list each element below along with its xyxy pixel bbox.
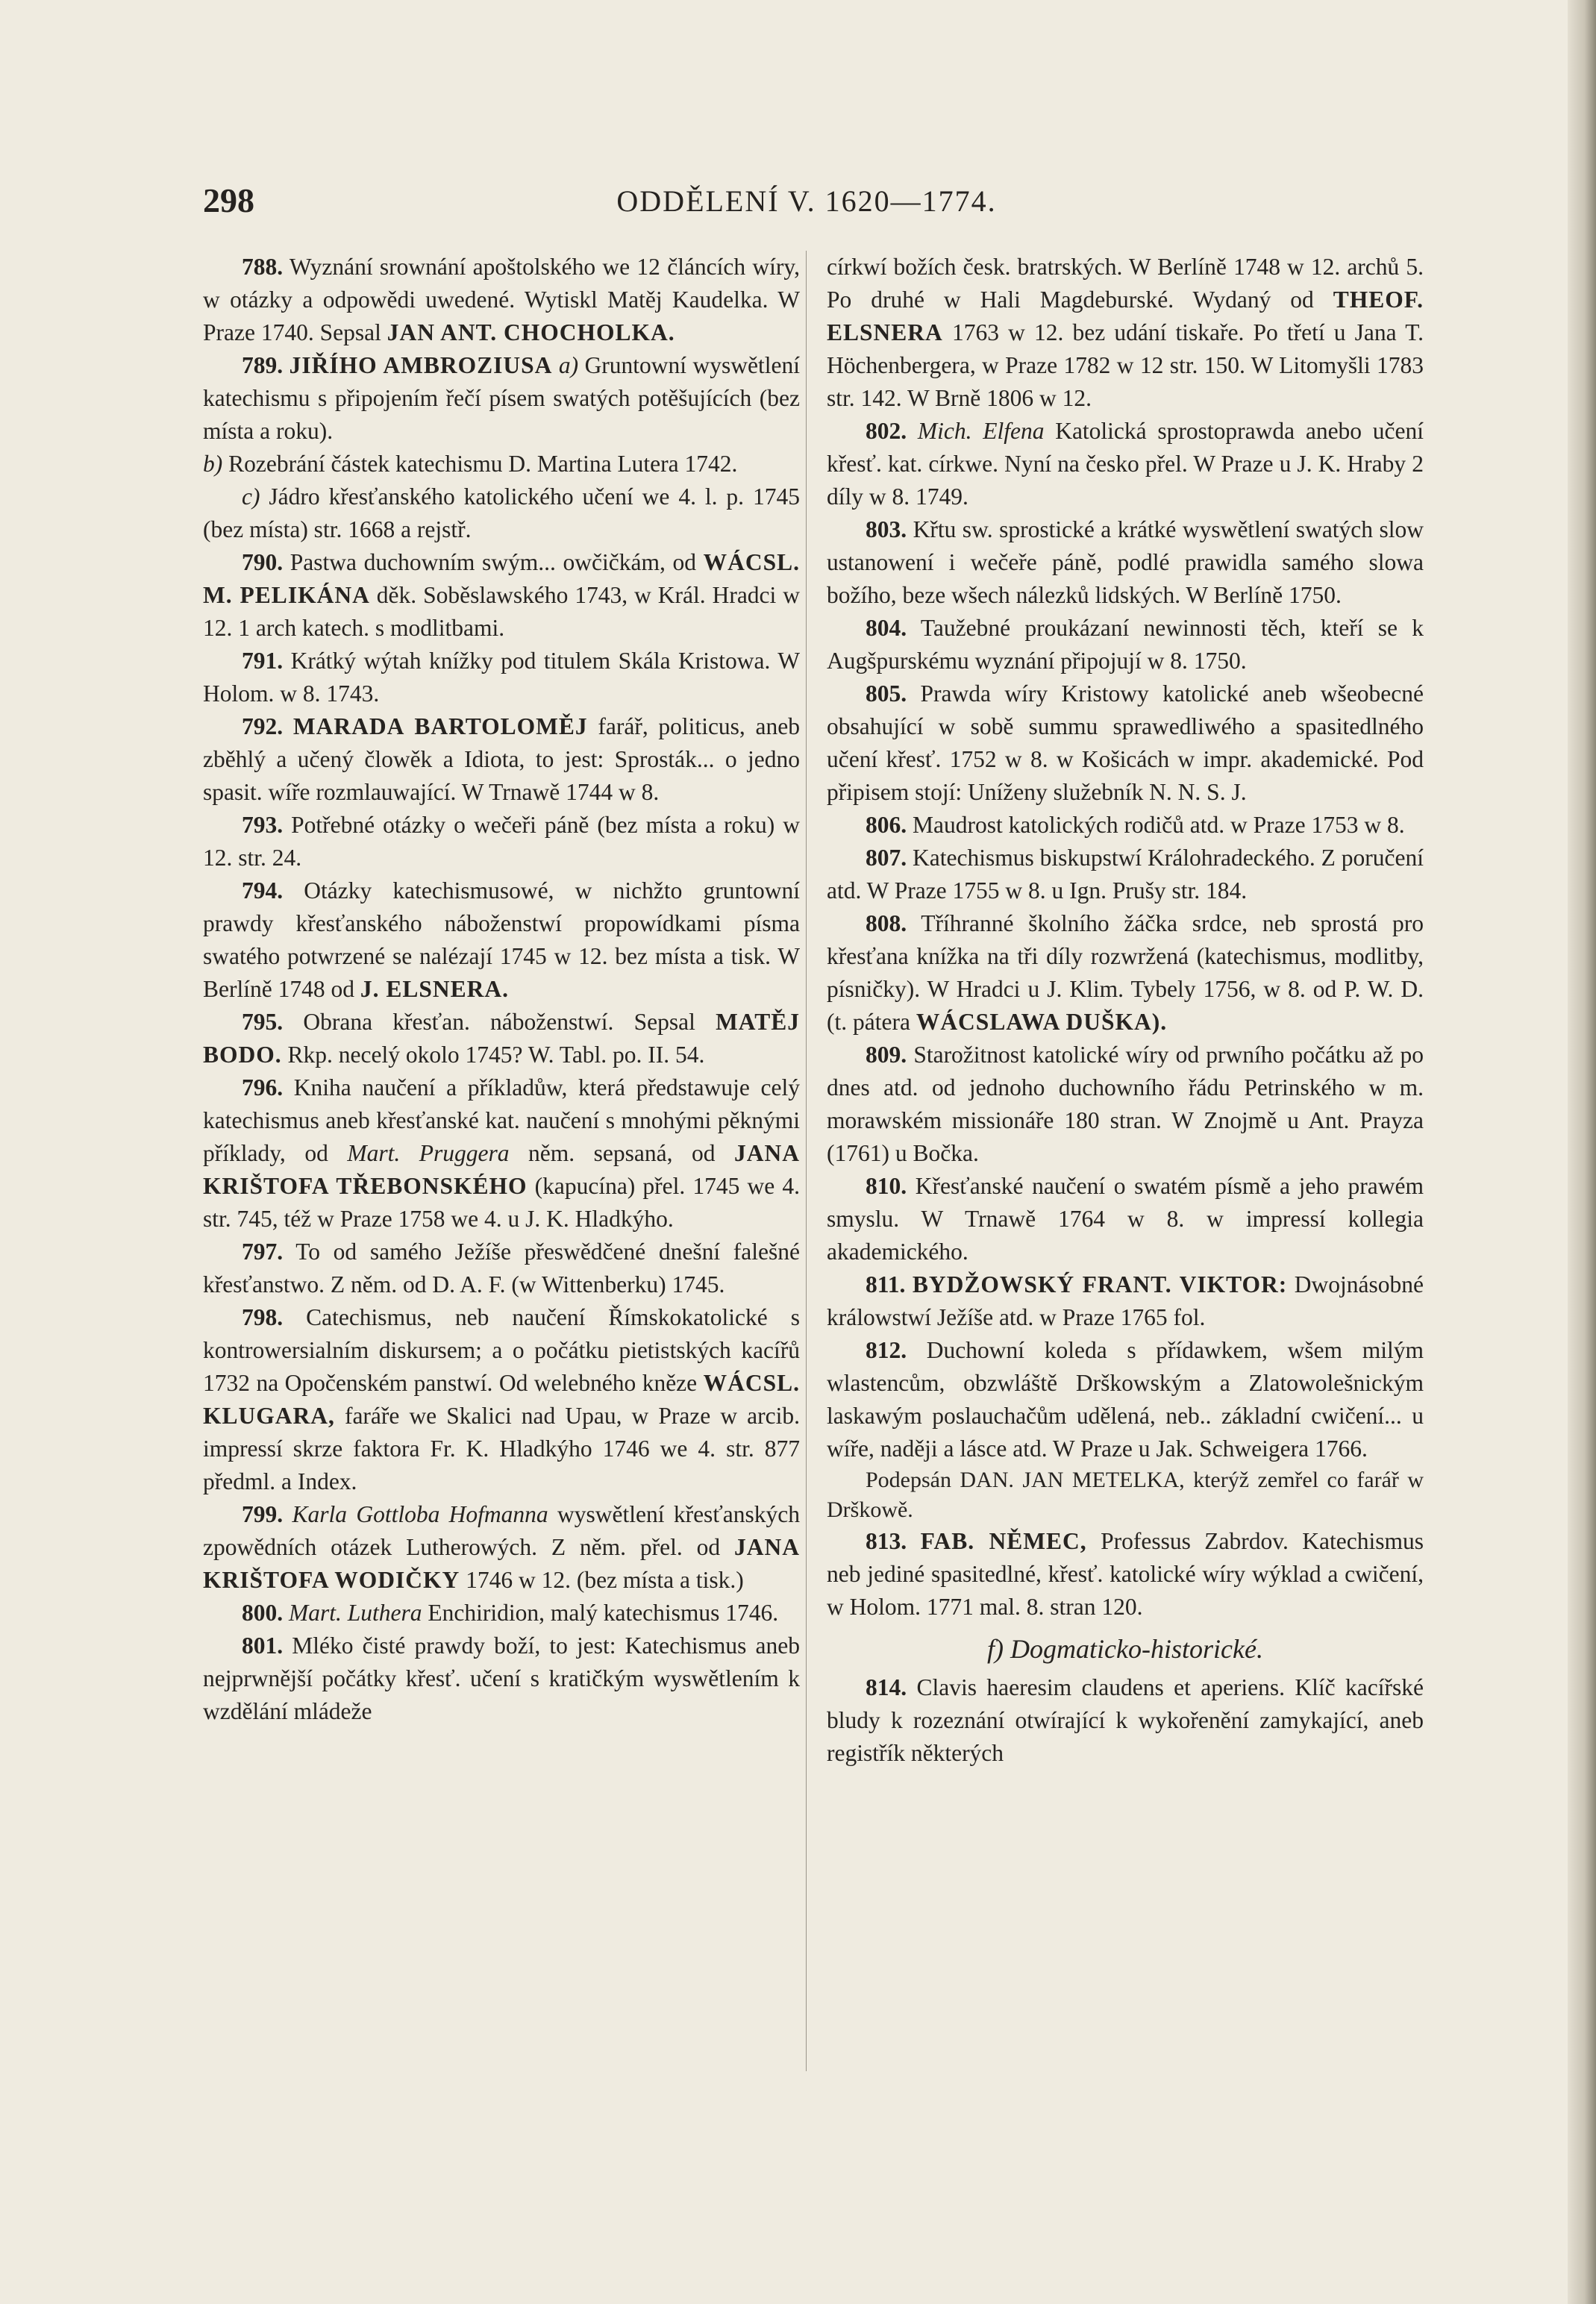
entry-text: Katolická sprostoprawda anebo učení křesť. kat. církwe. Nyní na česko přel. W Praze u J. K. Hraby 2 díly w 8. 1749. [827, 418, 1424, 510]
author-name: FAB. NĚMEC, [920, 1528, 1087, 1554]
entry-text: faráře we Skalici nad Upau, w Praze w arcib. impressí skrze faktora Fr. K. Hladkýho 1746 we 4. str. 877 předml. a Index. [203, 1403, 800, 1494]
entry-text: děk. Soběslawského 1743, w Král. Hradci w 12. 1 arch katech. s modlitbami. [203, 582, 800, 641]
entry-text: wyswětlení křesťanských zpowědních otázek Lutherowých. Z něm. přel. od [203, 1501, 801, 1560]
author-name: J. ELSNERA. [360, 976, 510, 1002]
entry-text: Kniha naučení a příkladůw, která předstawuje celý katechismus aneb křesťanské kat. naučení s mnohými pěknými příklady, od [203, 1074, 800, 1166]
entry-number: 808. [866, 910, 907, 936]
entry-text: Dwojnásobné králowstwí Ježíše atd. w Praze 1765 fol. [827, 1271, 1424, 1330]
entry-text: Clavis haeresim claudens et aperiens. Klíč kacířské bludy k rozeznání otwírající k wykořenění zamykající, aneb registřík některých [827, 1674, 1424, 1766]
entry-text: Wyznání srownání apoštolského we 12 článcích wíry, w otázky a odpowědi uwedené. Wytiskl Matěj Kaudelka. W Praze 1740. Sepsal [203, 254, 800, 345]
entry-number: 806. [866, 812, 907, 838]
author-name: BYDŽOWSKÝ FRANT. VIKTOR: [912, 1271, 1288, 1297]
entry-text: Katechismus biskupstwí Králohradeckého. Z poručení atd. W Praze 1755 w 8. u Ign. Prušy str. 184. [827, 845, 1424, 904]
entry-text [283, 713, 293, 739]
entry-text: Potřebné otázky o wečeři páně (bez místa a roku) w 12. str. 24. [203, 812, 800, 871]
right-column [827, 251, 1424, 1770]
bibliography-entry [827, 1268, 1424, 1334]
entry-number: 791. [242, 648, 284, 674]
author-name: WÁCSLAWA DUŠKA). [916, 1009, 1168, 1035]
left-column [203, 251, 800, 1728]
author-name: JIŘÍHO AMBROZIUSA [289, 352, 553, 378]
entry-number: 812. [866, 1337, 907, 1363]
entry-number: 792. [242, 713, 284, 739]
bibliography-entry [827, 612, 1424, 677]
entry-text [283, 352, 289, 378]
bibliography-entry [827, 907, 1424, 1039]
bibliography-entry [827, 1334, 1424, 1465]
bibliography-entry [203, 448, 800, 480]
entry-text: Starožitnost katolické wíry od prwního počátku až po dnes atd. od jednoho duchowního řádu Petrinského w m. morawském missionáře 180 stran. W Znojmě u Ant. Prayza (1761) u Bočka. [827, 1042, 1424, 1166]
entry-number: 788. [242, 254, 284, 280]
bibliography-entry [203, 251, 800, 349]
bibliography-entry [827, 415, 1424, 513]
author-name: JANA KRIŠTOFA TŘEBONSKÉHO [203, 1140, 800, 1199]
author-name: JANA KRIŠTOFA WODIČKY [203, 1534, 800, 1593]
entry-text: Maudrost katolických rodičů atd. w Praze 1753 w 8. [907, 812, 1405, 838]
entry-text: Jádro křesťanského katolického učení we 4. l. p. 1745 (bez místa) str. 1668 a rejstř. [203, 483, 800, 542]
bibliography-entry [203, 1498, 800, 1597]
entry-number: 804. [866, 615, 907, 641]
bibliography-entry [203, 1630, 800, 1728]
entry-text [907, 1528, 920, 1554]
entry-text: Pastwa duchowním swým... owčičkám, od [283, 549, 704, 575]
bibliography-entry [203, 809, 800, 874]
entry-text: 1746 w 12. (bez místa a tisk.) [460, 1567, 744, 1593]
entry-number: 795. [242, 1009, 284, 1035]
bibliography-entry [827, 1170, 1424, 1268]
entry-text: Křtu sw. sprostické a krátké wyswětlení swatých slow ustanowení i wečeře páně, podlé prawidla samého slowa božího, beze wšech nálezků lidských. W Berlíně 1750. [827, 516, 1424, 608]
author-name: WÁCSL. M. PELIKÁNA [203, 549, 800, 608]
entry-number: 809. [866, 1042, 907, 1068]
bibliography-entry [203, 1301, 800, 1498]
entry-number: 807. [866, 845, 907, 871]
entry-number: 805. [866, 680, 907, 707]
bibliography-entry [203, 349, 800, 448]
entry-text: Catechismus, neb naučení Římskokatolické s kontrowersialním diskursem; a o počátku pietistských kacířů 1732 na Opočenském panstwí. Od welebného kněze [203, 1304, 800, 1396]
bibliography-entry [827, 251, 1424, 415]
page-number: 298 [203, 181, 254, 219]
italic-text: c) [242, 483, 260, 510]
bibliography-entry [203, 645, 800, 710]
entry-text: Rozebrání částek katechismu D. Martina Lutera 1742. [222, 451, 738, 477]
italic-text: a) [558, 352, 579, 378]
entry-number: 799. [242, 1501, 284, 1527]
entry-text: farář, politicus, aneb zběhlý a učený člowěk a Idiota, to jest: Sprosták... o jedno spasit. wíře rozmlauwající. W Trnawě 1744 w 8. [203, 713, 800, 805]
entry-number: 797. [242, 1239, 284, 1265]
entry-text: Rkp. necelý okolo 1745? W. Tabl. po. II. 54. [281, 1042, 705, 1068]
entry-number: 801. [242, 1632, 284, 1659]
entry-number: 802. [866, 418, 907, 444]
entry-text: (kapucína) přel. 1745 we 4. str. 745, též w Praze 1758 we 4. u J. K. Hladkýho. [203, 1173, 800, 1232]
bibliography-entry [203, 710, 800, 809]
author-name: MARADA BARTOLOMĚJ [292, 713, 588, 739]
entry-number: 814. [866, 1674, 907, 1700]
page-header [203, 181, 1410, 225]
entry-text [283, 1600, 289, 1626]
entry-text: Duchowní koleda s přídawkem, wšem milým wlastencům, obzwláště Drškowským a Zlatowolešnickým laskawým poslauchačům udělená, neb.. základní cwičení... u wíře, naději a lásce atd. W Praze u Jak. Schweigera 1766. [827, 1337, 1424, 1462]
bibliography-entry [203, 1236, 800, 1301]
entry-text: Otázky katechismusowé, w nichžto gruntowní prawdy křesťanského náboženstwí propowídkami písma swatého potwrzené se nalézají 1745 w 12. bez místa a tisk. W Berlíně 1748 od [203, 877, 800, 1002]
entry-text: církwí božích česk. bratrských. W Berlíně 1748 w 12. archů 5. Po druhé w Hali Magdeburské. Wydaný od [827, 254, 1424, 313]
entry-text [552, 352, 558, 378]
author-name: THEOF. ELSNERA [827, 287, 1424, 345]
bibliography-entry [203, 1071, 800, 1236]
italic-text: Mart. Luthera [289, 1600, 422, 1626]
italic-text: Mich. Elfena [917, 418, 1045, 444]
entry-number: 811. [866, 1271, 906, 1297]
italic-text: Mart. Pruggera [347, 1140, 510, 1166]
bibliography-entry [827, 1039, 1424, 1170]
entry-text: Krátký wýtah knížky pod titulem Skála Kristowa. W Holom. w 8. 1743. [203, 648, 800, 707]
bibliography-entry [827, 1525, 1424, 1624]
entry-number: 803. [866, 516, 907, 542]
entry-text: Professus Zabrdov. Katechismus neb jediné spasitedlné, křesť. katolické wíry wýklad a cwičení, w Holom. 1771 mal. 8. stran 120. [827, 1528, 1424, 1620]
entry-text: Obrana křesťan. náboženstwí. Sepsal [283, 1009, 716, 1035]
entry-text: něm. sepsaná, od [509, 1140, 734, 1166]
italic-text: Karla Gottloba Hofmanna [292, 1501, 548, 1527]
entry-number: 800. [242, 1600, 284, 1626]
column-divider [806, 251, 807, 2071]
entry-text: Gruntowní wyswětlení katechismu s připojením řečí písem swatých potěšujících (bez místa a roku). [203, 352, 800, 444]
page-edge [1568, 0, 1596, 2304]
entry-number: 789. [242, 352, 284, 378]
bibliography-entry [203, 874, 800, 1006]
bibliography-entry [827, 513, 1424, 612]
bibliography-entry [203, 546, 800, 645]
entry-number: 813. [866, 1528, 907, 1554]
entry-text: Enchiridion, malý katechismus 1746. [422, 1600, 779, 1626]
entry-text: Tříhranné školního žáčka srdce, neb sprostá pro křesťana knížka na tři díly rozwržená (katechismus, modlitby, písničky). W Hradci u J. Klim. Tybely 1756, w 8. od P. W. D. (t. pátera [827, 910, 1424, 1035]
bibliography-entry [203, 480, 800, 546]
bibliography-entry [203, 1597, 800, 1630]
author-name: MATĚJ BODO. [203, 1009, 800, 1068]
entry-number: 794. [242, 877, 284, 904]
section-title: f) Dogmaticko-historické. [987, 1634, 1263, 1664]
italic-text: b) [203, 451, 223, 477]
entry-text: Prawda wíry Kristowy katolické aneb wšeobecné obsahující w sobě summu sprawedliwého a spasitedlného učení křesť. 1752 w 8. w Košicách w impr. akademické. Pod připisem stojí: Uníženy služebník N. N. S. J. [827, 680, 1424, 805]
running-head: ODDĚLENÍ V. 1620—1774. [616, 184, 997, 218]
entry-number: 796. [242, 1074, 284, 1101]
entry-number: 790. [242, 549, 284, 575]
entry-text [283, 1501, 292, 1527]
bibliography-entry [827, 677, 1424, 809]
entry-text: Taužebné proukázaní newinnosti těch, kteří se k Augšpurskému wyznání připojují w 8. 1750. [827, 615, 1424, 674]
entry-text: Podepsán DAN. JAN METELKA, kterýž zemřel co farář w Drškowě. [827, 1468, 1424, 1522]
author-name: WÁCSL. KLUGARA, [203, 1370, 800, 1429]
author-name: JAN ANT. CHOCHOLKA. [387, 319, 675, 345]
entry-text: To od samého Ježíše přeswědčené dnešní falešné křesťanstwo. Z něm. od D. A. F. (w Wittenberku) 1745. [203, 1239, 800, 1297]
bibliography-entry [827, 842, 1424, 907]
bibliography-entry [203, 1006, 800, 1071]
bibliography-entry [827, 809, 1424, 842]
entry-number: 810. [866, 1173, 907, 1199]
entry-text: Křesťanské naučení o swatém písmě a jeho prawém smyslu. W Trnawě 1764 w 8. w impressí kollegia akademického. [827, 1173, 1424, 1265]
entry-text: 1763 w 12. bez udání tiskaře. Po třetí u Jana T. Höchenbergera, w Praze 1782 w 12 str. 150. W Litomyšli 1783 str. 142. W Brně 1806 w 12. [827, 319, 1424, 411]
entry-text: Mléko čisté prawdy boží, to jest: Katechismus aneb nejprwnější počátky křesť. učení s kratičkým wyswětlením k wzdělání mládeže [203, 1632, 800, 1724]
entry-number: 798. [242, 1304, 284, 1330]
bibliography-entry [827, 1671, 1424, 1770]
entry-number: 793. [242, 812, 284, 838]
entry-text [905, 1271, 912, 1297]
entry-text [907, 418, 918, 444]
entry-note [827, 1465, 1424, 1525]
